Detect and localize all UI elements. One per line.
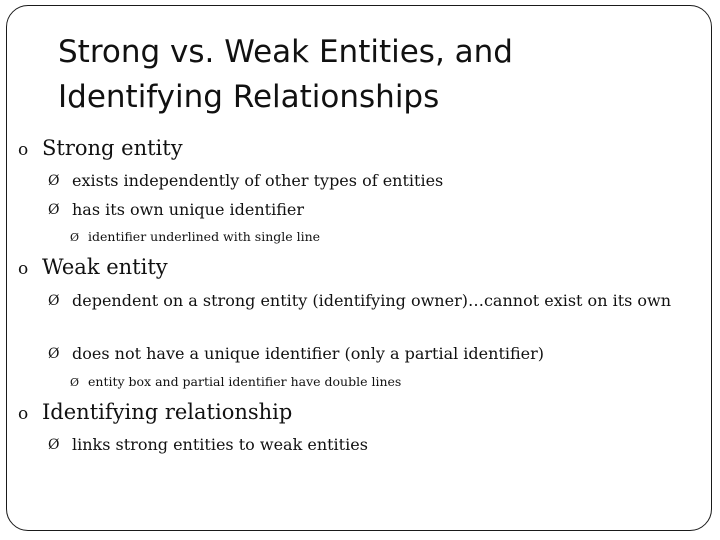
slide-title-line-1: Strong vs. Weak Entities, and (58, 34, 513, 70)
slide-title (58, 30, 678, 120)
arrow-bullet-icon: Ø (48, 293, 60, 309)
section-heading: Strong entity (42, 136, 183, 160)
sub-list-item (70, 374, 401, 389)
circle-bullet-icon: o (18, 140, 29, 160)
list-item (48, 434, 688, 456)
section-heading: Weak entity (42, 255, 168, 279)
sub-list-item-text: entity box and partial identifier have double lines (88, 374, 402, 389)
list-item-text: exists independently of other types of entities (72, 171, 444, 190)
sub-list-item (70, 229, 320, 244)
sub-list-item-text: identifier underlined with single line (88, 229, 321, 244)
list-item-text: dependent on a strong entity (identifying owner)…cannot exist on its own (72, 291, 672, 310)
section-heading: Identifying relationship (42, 400, 293, 424)
list-item-text: links strong entities to weak entities (72, 435, 368, 454)
circle-bullet-icon: o (18, 404, 29, 424)
arrow-bullet-icon: Ø (48, 346, 60, 362)
arrow-bullet-icon: Ø (70, 376, 80, 389)
section-identifying-relationship (18, 400, 292, 424)
list-item (48, 170, 688, 192)
list-item-text: does not have a unique identifier (only a partial identifier) (72, 344, 545, 363)
slide-title-line-2: Identifying Relationships (58, 79, 440, 115)
arrow-bullet-icon: Ø (70, 231, 80, 244)
arrow-bullet-icon: Ø (48, 437, 60, 453)
circle-bullet-icon: o (18, 259, 29, 279)
list-item (48, 343, 688, 365)
list-item (48, 290, 688, 312)
list-item (48, 199, 688, 221)
arrow-bullet-icon: Ø (48, 173, 60, 189)
list-item-text: has its own unique identifier (72, 200, 304, 219)
section-weak-entity (18, 255, 168, 279)
arrow-bullet-icon: Ø (48, 202, 60, 218)
section-strong-entity (18, 136, 183, 160)
